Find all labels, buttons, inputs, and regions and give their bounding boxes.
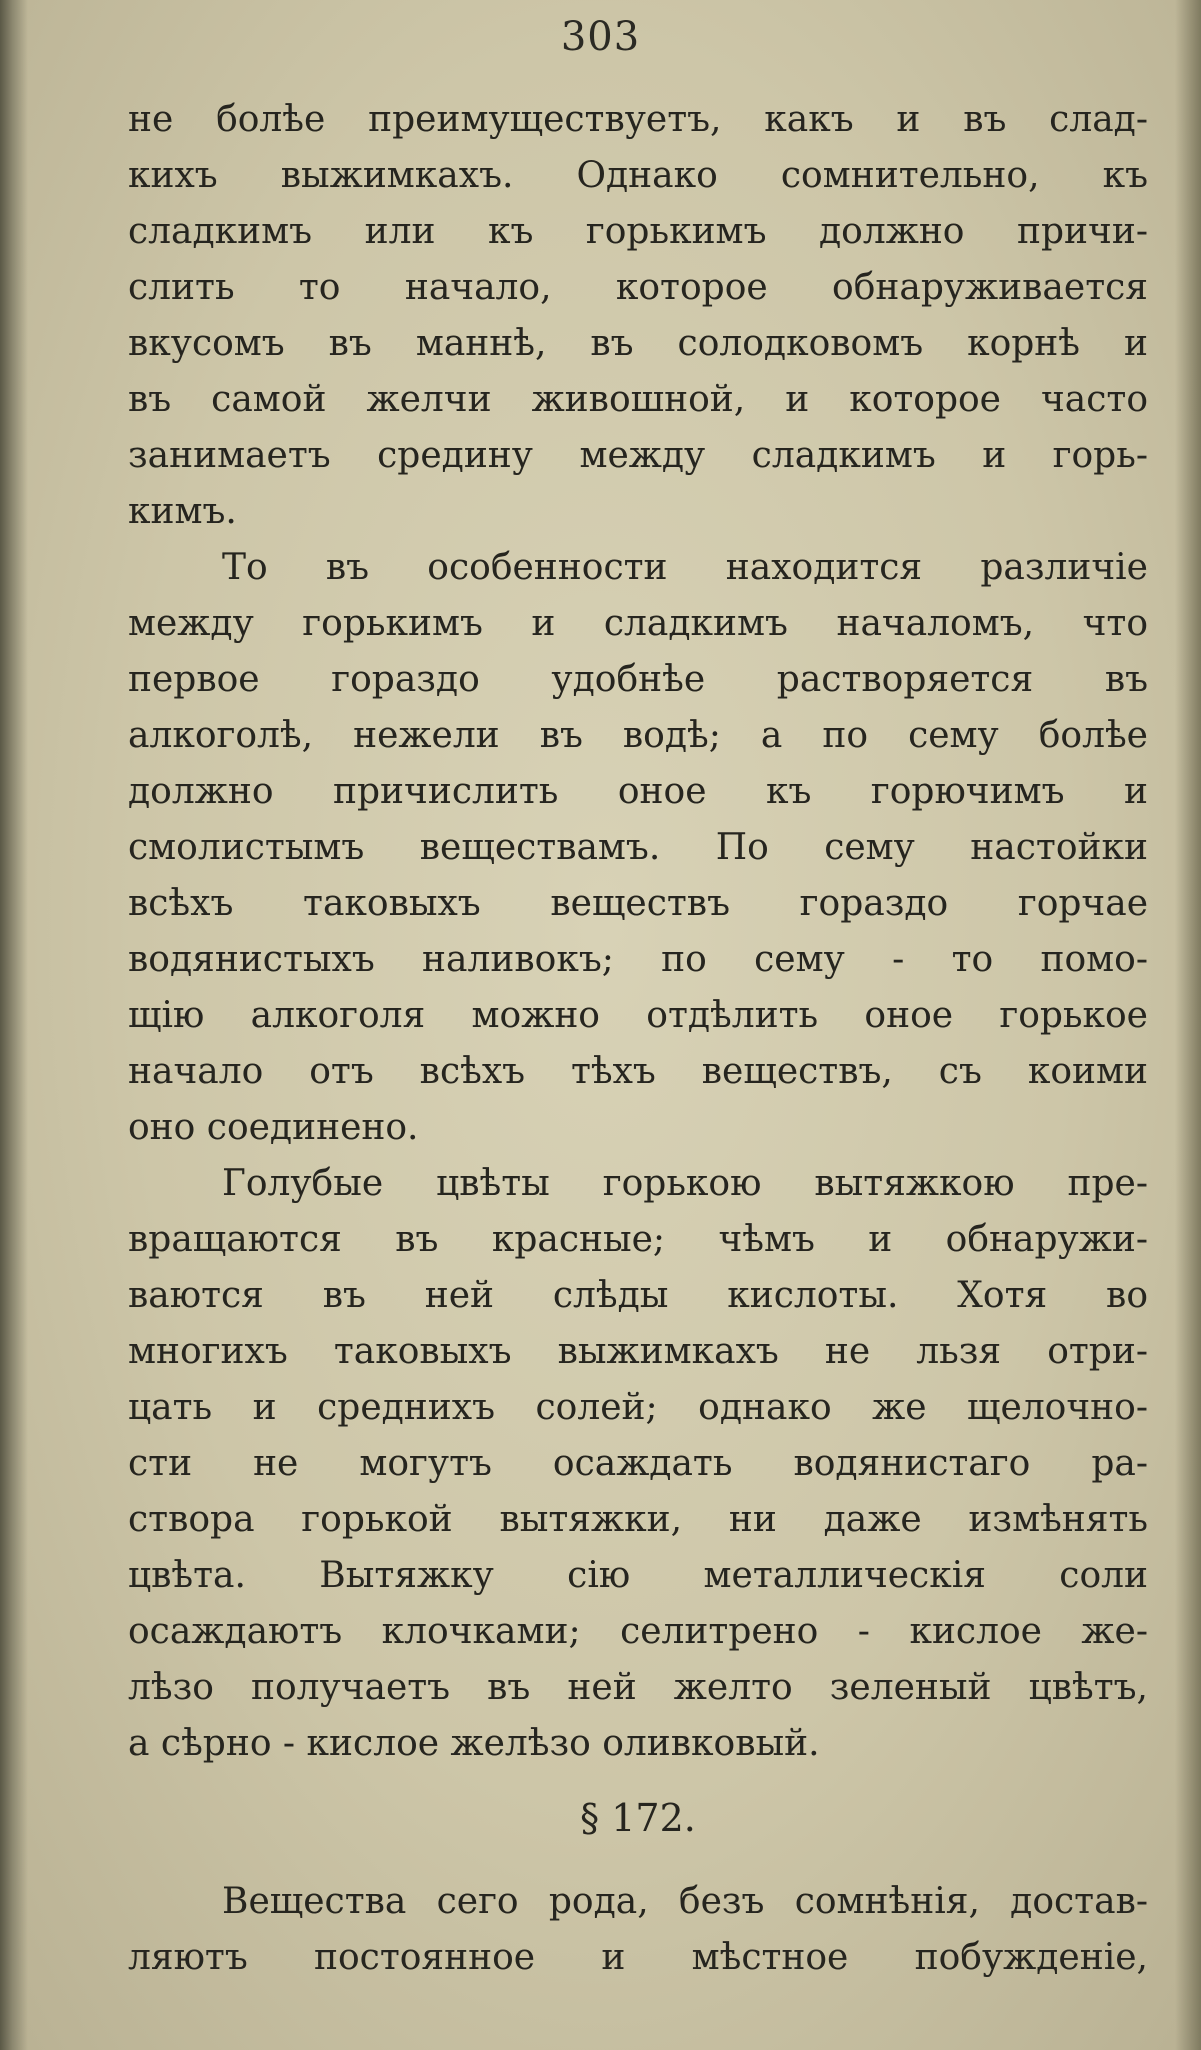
- text-line: Голубые цвѣты горькою вытяжкою пре-: [222, 1163, 1148, 1204]
- text-line: ваются въ ней слѣды кислоты. Хотя во: [128, 1275, 1148, 1316]
- text-line: кимъ.: [128, 491, 237, 532]
- text-line: слить то начало, которое обнаруживается: [128, 267, 1148, 308]
- text-line: должно причислить оное къ горючимъ и: [128, 771, 1148, 812]
- text-line: въ самой желчи живошной, и которое часто: [128, 379, 1148, 420]
- section-heading: § 172.: [580, 1796, 696, 1840]
- text-line: многихъ таковыхъ выжимкахъ не льзя отри-: [128, 1331, 1148, 1372]
- text-line: смолистымъ веществамъ. По сему настойки: [128, 827, 1148, 868]
- text-line: створа горькой вытяжки, ни даже измѣнять: [128, 1499, 1148, 1540]
- page-left-shadow: [0, 0, 28, 2050]
- page-text: [128, 92, 1148, 1986]
- text-line: занимаетъ средину между сладкимъ и горь-: [128, 435, 1148, 476]
- text-line: начало отъ всѣхъ тѣхъ веществъ, съ коими: [128, 1051, 1148, 1092]
- text-line: щію алкоголя можно отдѣлить оное горькое: [128, 995, 1148, 1036]
- text-line: цвѣта. Вытяжку сію металлическія соли: [128, 1555, 1148, 1596]
- text-line: лѣзо получаетъ въ ней желто зеленый цвѣтъ,: [128, 1667, 1148, 1708]
- text-line: вкусомъ въ маннѣ, въ солодковомъ корнѣ и: [128, 323, 1148, 364]
- page-number: 303: [560, 14, 641, 60]
- text-line: алкоголѣ, нежели въ водѣ; а по сему болѣе: [128, 715, 1148, 756]
- text-line: цать и среднихъ солей; однако же щелочно-: [128, 1387, 1148, 1428]
- paragraph-3: [128, 1156, 1148, 1772]
- text-line: ляютъ постоянное и мѣстное побужденіе,: [128, 1937, 1148, 1978]
- text-line: Вещества сего рода, безъ сомнѣнія, достав-: [222, 1881, 1148, 1922]
- text-line: То въ особенности находится различіе: [222, 547, 1148, 588]
- text-line: оно соединено.: [128, 1107, 419, 1148]
- text-line: а сѣрно - кислое желѣзо оливковый.: [128, 1723, 820, 1764]
- page-right-shadow: [1175, 0, 1201, 2050]
- paragraph-1: [128, 92, 1148, 540]
- text-line: между горькимъ и сладкимъ началомъ, что: [128, 603, 1148, 644]
- section-paragraph: [128, 1874, 1148, 1986]
- text-line: кихъ выжимкахъ. Однако сомнительно, къ: [128, 155, 1148, 196]
- text-line: осаждаютъ клочками; селитрено - кислое же-: [128, 1611, 1148, 1652]
- text-line: водянистыхъ наливокъ; по сему - то помо-: [128, 939, 1148, 980]
- text-line: не болѣе преимуществуетъ, какъ и въ слад-: [128, 99, 1148, 140]
- text-line: вращаются въ красные; чѣмъ и обнаружи-: [128, 1219, 1148, 1260]
- text-line: первое гораздо удобнѣе растворяется въ: [128, 659, 1148, 700]
- text-line: сладкимъ или къ горькимъ должно причи-: [128, 211, 1148, 252]
- text-line: сти не могутъ осаждать водянистаго ра-: [128, 1443, 1148, 1484]
- text-line: всѣхъ таковыхъ веществъ гораздо горчае: [128, 883, 1148, 924]
- paragraph-2: [128, 540, 1148, 1156]
